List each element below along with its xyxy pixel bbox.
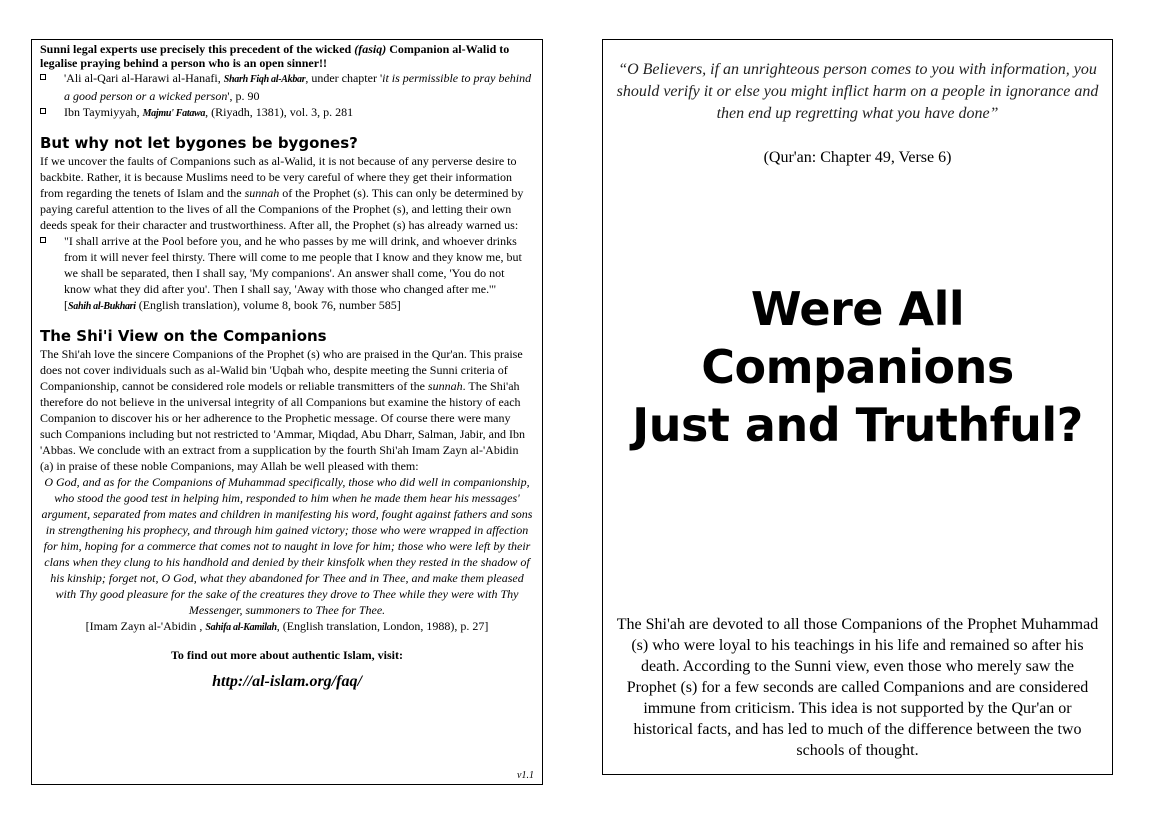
checkbox-bullet-icon (40, 108, 46, 114)
fasiq-term: (fasiq) (354, 42, 387, 56)
book-title: Majmu' Fatawa (142, 108, 206, 119)
section-paragraph: If we uncover the faults of Companions such as al-Walid, it is not because of any perverse desire to backbite. Rather, it is because Muslims need to be very careful of where they get their information from regarding the tenets of Islam and the sunnah of the Prophet (s). This can only be determined by paying careful attention to the lives of all the Companions of the Prophet (s), and letting their own deeds speak for their character and trustworthiness. After all, the Prophet (s) has already warned us: (40, 154, 524, 232)
version-label: v1.1 (517, 770, 534, 781)
book-title: Sharh Fiqh al-Akbar (223, 74, 306, 85)
checkbox-bullet-icon (40, 237, 46, 243)
quran-verse: “O Believers, if an unrighteous person comes to you with information, you should verify it or else you might inflict harm on a people in ignorance and then end up regretting what you have done” (616, 61, 1099, 122)
find-out-more: To find out more about authentic Islam, visit: (170, 648, 404, 662)
title-line: Were All (750, 282, 965, 336)
reference-item: 'Ali al-Qari al-Harawi al-Hanafi, Sharh Fiqh al-Akbar, under chapter 'it is permissible to pray behind a good person or a wicked person', p. 90 (40, 70, 534, 104)
title-line: Just and Truthful? (632, 398, 1083, 452)
title-line: Companions (701, 340, 1014, 394)
verse-reference: (Qur'an: Chapter 49, Verse 6) (763, 149, 952, 166)
checkbox-bullet-icon (40, 74, 46, 80)
book-title: Sahifa al-Kamilah (205, 622, 277, 633)
left-panel (31, 39, 543, 785)
section-paragraph: The Shi'ah love the sincere Companions of the Prophet (s) who are praised in the Qur'an. This praise does not cover individuals such as al-Walid bin 'Uqbah who, despite meeting the Sunni criteria of Companionship, cannot be considered role models or reliable transmitters of the sunnah. The Shi'ah therefore do not believe in the universal integrity of all Companions but examine the history of each Companion to discover his or her adherence to the Prophetic message. Of course there were many such Companions including but not restricted to 'Ammar, Miqdad, Abu Dharr, Salman, Jabir, and Ibn 'Abbas. We conclude with an extract from a supplication by the fourth Shi'ah Imam Zayn al-'Abidin (a) in praise of these noble Companions, may Allah be well pleased with them: (40, 347, 525, 473)
section-heading: The Shi'i View on the Companions (40, 327, 327, 345)
intro-statement: Sunni legal experts use precisely this precedent of the wicked (fasiq) Companion al-Walid to legalise praying behind a person who is an open sinner!! (40, 42, 510, 70)
website-link[interactable]: http://al-islam.org/faq/ (212, 673, 362, 690)
page-title (603, 280, 1112, 454)
supplication-citation: [Imam Zayn al-'Abidin , Sahifa al-Kamilah, (English translation, London, 1988), p. 27] (85, 619, 489, 633)
reference-item: Ibn Taymiyyah, Majmu' Fatawa, (Riyadh, 1381), vol. 3, p. 281 (40, 104, 534, 122)
hadith-quote: "I shall arrive at the Pool before you, and he who passes by me will drink, and whoever drinks from it will never feel thirsty. There will come to me people that I know and they know me, but we shall be separated, then I shall say, 'My companions'. An answer shall come, 'You do not know what they did after you'. Then I shall say, 'Away with those who changed after me.'" [Sahih al-Bukhari (English translation), volume 8, book 76, number 585] (40, 233, 534, 315)
supplication-quote: O God, and as for the Companions of Muhammad specifically, those who did well in companionship, who stood the good test in helping him, responded to him when he made them hear his messages' argument, separated from mates and children in manifesting his word, fought against fathers and sons in strengthening his prophecy, and through him gained victory; those who were wrapped in affection for him, hoping for a commerce that comes not to naught in love for him; those who were left by their clans when they clung to his handhold and denied by their kinsfolk when they rested in the shadow of his kinship; forget not, O God, what they abandoned for Thee and in Thee, and make them pleased with Thy good pleasure for the sake of the creatures they drove to Thee while they were with Thy Messenger, summoners to Thee for Thee. (41, 475, 533, 617)
right-panel (602, 39, 1113, 775)
book-title: Sahih al-Bukhari (68, 301, 136, 312)
section-heading: But why not let bygones be bygones? (40, 134, 358, 152)
summary-paragraph: The Shi'ah are devoted to all those Companions of the Prophet Muhammad (s) who were loyal to his teachings in his life and remained so after his death. According to the Sunni view, even those who merely saw the Prophet (s) for a few seconds are called Companions and are considered immune from criticism. This idea is not supported by the Qur'an or historical facts, and has led to much of the difference between the two schools of thought. (616, 616, 1099, 759)
